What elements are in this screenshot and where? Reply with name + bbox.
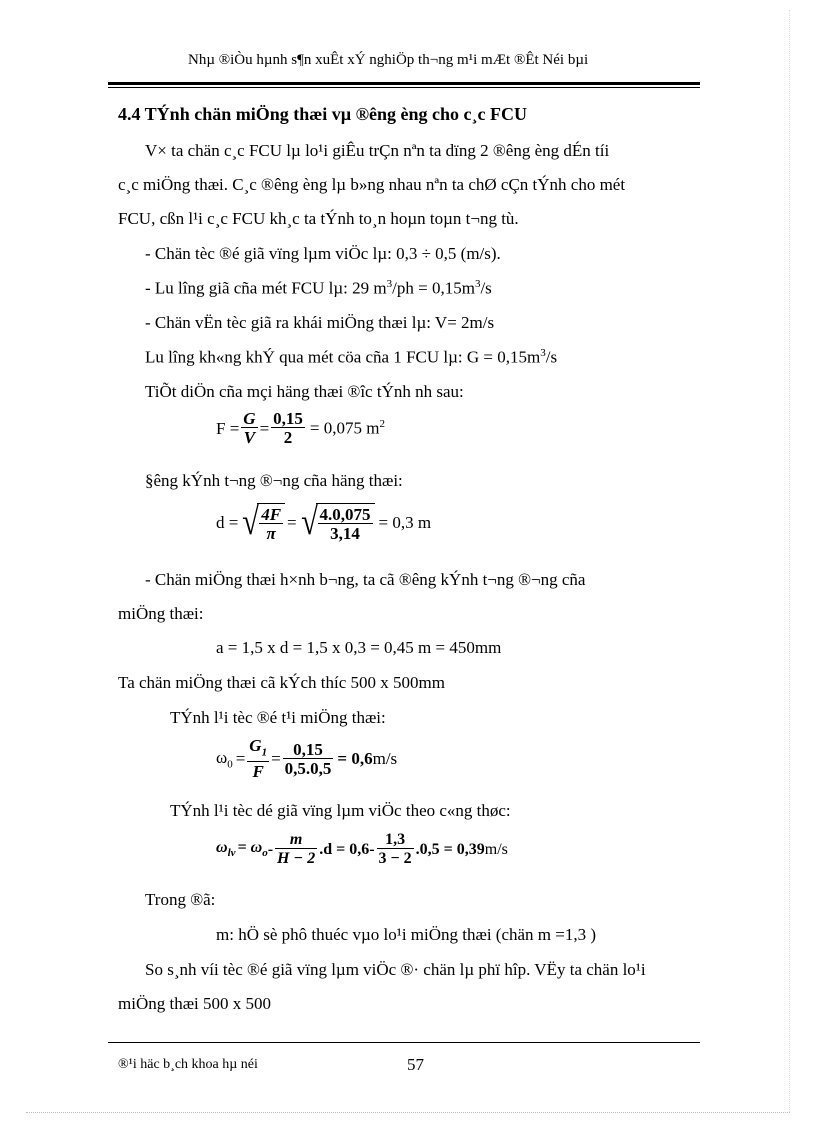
eq-f-den1: V [243,428,256,447]
velocity-intro: TÝnh l¹i tèc ®é t¹i miÖng thæi: [170,708,386,727]
page-number: 57 [407,1055,424,1074]
eq-f-equals: = [259,418,270,438]
eq-f-rhs [310,418,385,439]
eq-f-rhs-sup: 2 [379,418,385,431]
eq-f-lhs: F = [216,418,240,438]
eq-d-sqrt-1 [240,503,285,543]
eq-wlv-num2: 1,3 [377,831,414,849]
eq-f-fraction-1 [241,410,257,447]
eq-wlv-mid [238,839,268,859]
eq-w0-lhs-sub: 0 [227,758,233,771]
eq-f-fraction-2 [271,410,305,447]
eq-wlv-fraction-1 [275,831,317,868]
flow-per-outlet-sup: 3 [540,347,546,359]
eq-w0-den2: 0,5.0,5 [284,758,332,778]
eq-w0-unit: m/s [372,749,398,769]
square-outlet-line-1: - Chän miÖng thæi h×nh b¬ng, ta cã ®êng kÝnh t¬ng ®¬ng cña [145,570,586,589]
coefficient-note: m: hÖ sè phô thuéc vµo lo¹i miÖng thæi (chän m =1,3 ) [216,925,597,944]
header-rule-thin [108,87,700,88]
equation-work-zone-velocity [216,831,508,868]
footer-university: ®¹i häc b¸ch khoa hµ néi [118,1057,258,1072]
eq-wlv-lhs-symbol: ω [216,839,228,857]
eq-d-fraction-1 [259,506,283,543]
diameter-intro: §êng kÝnh t¬ng ®¬ng cña häng thæi: [145,471,403,490]
bullet-air-flow-c: /s [480,278,492,298]
section-heading: 4.4 TÝnh chän miÖng thæi vµ ®êng èng cho c¸c FCU [118,104,528,124]
eq-w0-equals-1: = [235,749,246,769]
eq-f-num1: G [243,409,256,428]
eq-w0-den1: F [252,762,264,782]
bullet-air-velocity: - Chän tèc ®é giã vïng lµm viÖc lµ: 0,3 ÷ 0,5 (m/s). [145,244,501,263]
eq-wlv-lhs [216,839,236,859]
eq-w0-num1 [247,737,269,762]
area-intro: TiÕt diÖn cña mçi häng thæi ®îc tÝnh nh sau: [145,382,464,401]
flow-per-outlet-a: Lu lîng kh«ng khÝ qua mét cöa cña 1 FCU lµ: G = 0,15m [145,347,541,367]
eq-d-rhs: = 0,3 m [378,513,432,532]
equation-diameter [216,503,431,543]
bullet-air-flow [145,278,492,299]
eq-w0-lhs [216,748,233,770]
square-outlet-line-2: miÖng thæi: [118,604,204,623]
where-label: Trong ®ã: [145,890,216,909]
sqrt-sign-icon: √ [300,501,318,543]
eq-d-sqrt-1-content [257,503,285,543]
eq-d-lhs: d = [216,513,239,532]
bullet-air-flow-b: /ph = 0,15m [392,278,475,298]
eq-w0-equals-2: = [271,749,281,769]
work-zone-intro: TÝnh l¹i tèc dé giã vïng lµm viÖc theo c«ng thøc: [170,801,511,820]
sqrt-sign-icon: √ [242,501,260,543]
outlet-size-choice: Ta chän miÖng thæi cã kÝch thíc 500 x 500mm [118,673,445,692]
eq-f-den2: 2 [283,428,293,447]
eq-wlv-minus: - [267,840,274,858]
eq-d-den1: π [266,524,276,543]
eq-d-sqrt-2 [299,503,375,543]
footer-rule [108,1042,700,1043]
eq-d-equals: = [287,513,297,532]
eq-w0-num2: 0,15 [283,741,334,759]
eq-wlv-mid-sub: o [262,847,268,860]
conclusion-line-1: So s¸nh víi tèc ®é giã vïng lµm viÖc ®· chän lµ phï hîp. VËy ta chän lo¹i [145,960,646,979]
eq-wlv-num1: m [275,831,317,849]
bullet-outlet-velocity: - Chän vËn tèc giã ra khái miÖng thæi lµ: V= 2m/s [145,313,495,332]
eq-w0-fraction-2 [283,741,334,778]
header-rule-thick [108,82,700,85]
equation-outlet-velocity [216,737,397,781]
bullet-air-flow-sup1: 3 [386,278,393,290]
page-border-bottom [26,1112,790,1113]
flow-per-outlet-b: /s [545,347,558,367]
paragraph-1-line-2: c¸c miÖng thæi. C¸c ®êng èng lµ b»ng nhau nªn ta chØ cÇn tÝnh cho mét [118,175,626,194]
eq-w0-lhs-symbol: ω [216,748,228,767]
conclusion-line-2: miÖng thæi 500 x 500 [118,994,272,1013]
eq-wlv-den1: H − 2 [277,850,316,867]
eq-d-den2: 3,14 [330,524,360,543]
eq-f-num2: 0,15 [273,409,303,428]
eq-d-sqrt-2-content [316,503,375,543]
eq-wlv-fraction-2 [377,831,414,868]
eq-w0-fraction-1 [247,737,269,781]
eq-w0-num1-symbol: G [249,736,262,755]
eq-w0-num1-sub: 1 [261,746,268,759]
eq-wlv-den2: 3 − 2 [378,850,412,867]
eq-w0-rhs: = 0,6 [337,749,373,769]
eq-wlv-lhs-sub: lv [227,847,236,860]
equation-side: a = 1,5 x d = 1,5 x 0,3 = 0,45 m = 450mm [216,638,502,657]
eq-wlv-unit: m/s [484,840,508,858]
bullet-air-flow-a: - Lu lîng giã cña mét FCU lµ: 29 m [145,278,387,298]
flow-per-outlet [145,347,557,368]
bullet-air-flow-sup2: 3 [474,278,481,290]
running-header: Nhµ ®iÒu hµnh s¶n xuÊt xÝ nghiÖp th¬ng m¹i mÆt ®Êt Néi bµi [188,52,589,68]
eq-d-num2: 4.0,075 [319,505,371,524]
page-border-right [789,10,790,1112]
paragraph-1-line-3: FCU, cßn l¹i c¸c FCU kh¸c ta tÝnh to¸n hoµn toµn t¬ng tù. [118,209,519,228]
eq-f-rhs-text: = 0,075 m [309,418,380,438]
eq-d-num1: 4F [261,505,282,524]
eq-d-fraction-2 [318,506,373,543]
eq-wlv-mid-symbol: = ω [237,839,263,857]
eq-wlv-tail: .0,5 = 0,39 [415,840,485,858]
eq-wlv-dot-d: .d = 0,6- [319,840,375,858]
equation-area [216,410,385,447]
paragraph-1-line-1: V× ta chän c¸c FCU lµ lo¹i giÊu trÇn nªn ta dïng 2 ®êng èng dÉn tíi [145,141,610,160]
